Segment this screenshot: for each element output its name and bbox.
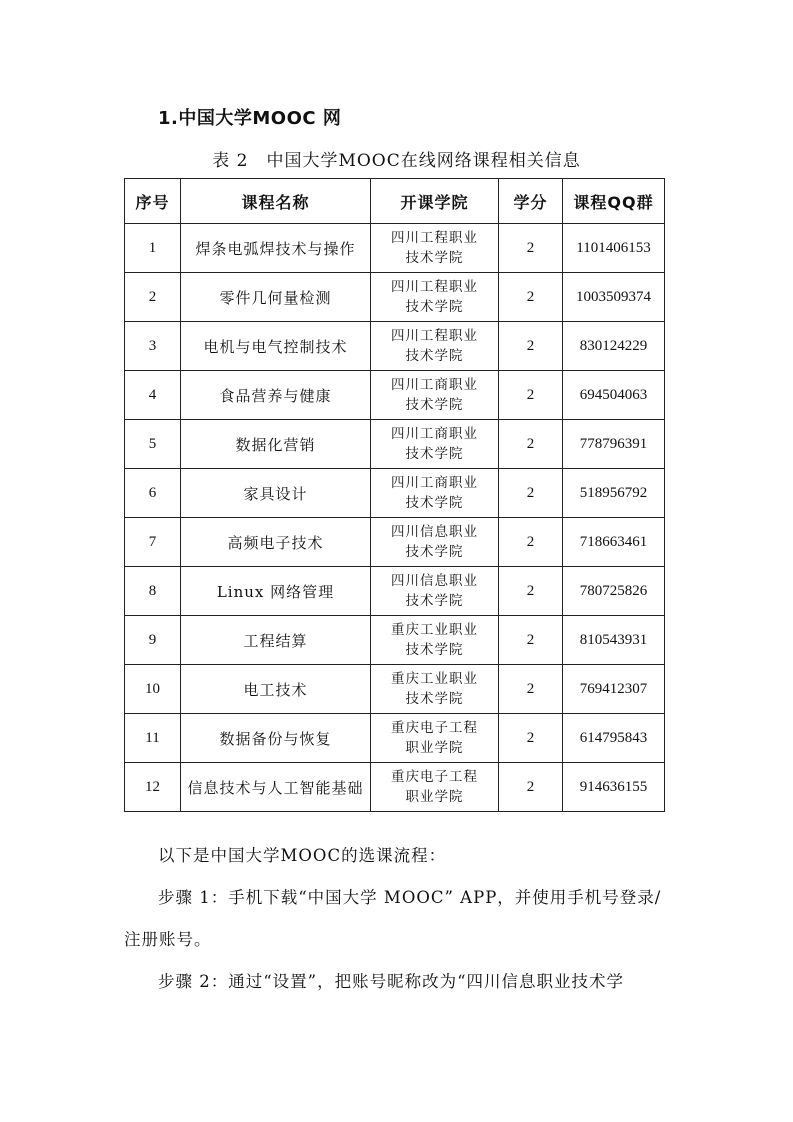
- table-row: [125, 616, 665, 665]
- cell-qq: 614795843: [563, 714, 665, 763]
- step2-line-1: 步骤 2：通过“设置”，把账号昵称改为“四川信息职业技术学: [158, 972, 625, 991]
- cell-credit: 2: [499, 273, 563, 322]
- cell-credit: 2: [499, 714, 563, 763]
- header-college: 开课学院: [371, 179, 499, 224]
- cell-no: 1: [125, 224, 181, 273]
- cell-qq: 769412307: [563, 665, 665, 714]
- college-line-2: 技术学院: [405, 397, 464, 413]
- cell-no: 3: [125, 322, 181, 371]
- college-line-1: 四川工程职业: [391, 230, 478, 246]
- college-line-2: 技术学院: [405, 446, 464, 462]
- college-line-1: 四川工商职业: [391, 426, 478, 442]
- college-line-1: 四川信息职业: [391, 524, 478, 540]
- cell-credit: 2: [499, 616, 563, 665]
- college-line-2: 技术学院: [405, 299, 464, 315]
- cell-qq: 914636155: [563, 763, 665, 812]
- college-line-2: 职业学院: [405, 789, 464, 805]
- cell-course: 电工技术: [181, 665, 371, 714]
- header-qq: 课程QQ群: [563, 179, 665, 224]
- header-credit: 学分: [499, 179, 563, 224]
- cell-credit: 2: [499, 469, 563, 518]
- cell-college: [371, 371, 499, 420]
- cell-no: 11: [125, 714, 181, 763]
- cell-qq: 1101406153: [563, 224, 665, 273]
- cell-no: 8: [125, 567, 181, 616]
- college-line-2: 技术学院: [405, 593, 464, 609]
- college-line-1: 四川信息职业: [391, 573, 478, 589]
- cell-no: 7: [125, 518, 181, 567]
- cell-course: 高频电子技术: [181, 518, 371, 567]
- cell-qq: 518956792: [563, 469, 665, 518]
- table-header-row: [125, 179, 665, 224]
- cell-college: [371, 567, 499, 616]
- cell-credit: 2: [499, 567, 563, 616]
- college-line-1: 四川工程职业: [391, 328, 478, 344]
- college-line-1: 四川工商职业: [391, 377, 478, 393]
- table-row: [125, 322, 665, 371]
- college-line-1: 四川工程职业: [391, 279, 478, 295]
- college-line-1: 重庆电子工程: [391, 720, 478, 736]
- college-line-2: 技术学院: [405, 544, 464, 560]
- table-row: [125, 224, 665, 273]
- cell-qq: 1003509374: [563, 273, 665, 322]
- header-no: 序号: [125, 179, 181, 224]
- cell-course: 数据化营销: [181, 420, 371, 469]
- cell-course: 信息技术与人工智能基础: [181, 763, 371, 812]
- cell-course: 食品营养与健康: [181, 371, 371, 420]
- cell-credit: 2: [499, 371, 563, 420]
- cell-no: 9: [125, 616, 181, 665]
- cell-qq: 718663461: [563, 518, 665, 567]
- college-line-2: 技术学院: [405, 495, 464, 511]
- cell-qq: 694504063: [563, 371, 665, 420]
- cell-qq: 778796391: [563, 420, 665, 469]
- cell-credit: 2: [499, 420, 563, 469]
- table-caption: 表 2 中国大学MOOC在线网络课程相关信息: [212, 151, 581, 171]
- table-row: [125, 763, 665, 812]
- college-line-1: 重庆工业职业: [391, 671, 478, 687]
- cell-no: 10: [125, 665, 181, 714]
- cell-no: 4: [125, 371, 181, 420]
- cell-qq: 830124229: [563, 322, 665, 371]
- cell-college: [371, 469, 499, 518]
- college-line-2: 职业学院: [405, 740, 464, 756]
- cell-credit: 2: [499, 665, 563, 714]
- cell-qq: 810543931: [563, 616, 665, 665]
- table-row: [125, 371, 665, 420]
- cell-course: 零件几何量检测: [181, 273, 371, 322]
- cell-college: [371, 273, 499, 322]
- cell-college: [371, 518, 499, 567]
- cell-credit: 2: [499, 224, 563, 273]
- cell-credit: 2: [499, 763, 563, 812]
- cell-credit: 2: [499, 518, 563, 567]
- college-line-1: 重庆工业职业: [391, 622, 478, 638]
- cell-college: [371, 420, 499, 469]
- header-course: 课程名称: [181, 179, 371, 224]
- cell-course: 工程结算: [181, 616, 371, 665]
- cell-course: 家具设计: [181, 469, 371, 518]
- college-line-2: 技术学院: [405, 250, 464, 266]
- cell-credit: 2: [499, 322, 563, 371]
- cell-college: [371, 763, 499, 812]
- cell-course: Linux 网络管理: [181, 567, 371, 616]
- college-line-2: 技术学院: [405, 348, 464, 364]
- step1-line-2: 注册账号。: [124, 930, 212, 949]
- table-row: [125, 469, 665, 518]
- course-table: [124, 178, 665, 812]
- cell-no: 12: [125, 763, 181, 812]
- cell-no: 2: [125, 273, 181, 322]
- cell-no: 5: [125, 420, 181, 469]
- step1-line-1: 步骤 1：手机下载“中国大学 MOOC” APP，并使用手机号登录/: [158, 888, 662, 907]
- table-row: [125, 273, 665, 322]
- cell-qq: 780725826: [563, 567, 665, 616]
- college-line-1: 四川工商职业: [391, 475, 478, 491]
- cell-college: [371, 714, 499, 763]
- cell-no: 6: [125, 469, 181, 518]
- cell-course: 焊条电弧焊技术与操作: [181, 224, 371, 273]
- intro-paragraph: 以下是中国大学MOOC的选课流程：: [158, 846, 447, 865]
- cell-college: [371, 224, 499, 273]
- college-line-2: 技术学院: [405, 691, 464, 707]
- table-row: [125, 567, 665, 616]
- cell-college: [371, 616, 499, 665]
- cell-college: [371, 322, 499, 371]
- table-row: [125, 518, 665, 567]
- cell-college: [371, 665, 499, 714]
- section-heading: 1.中国大学MOOC 网: [158, 108, 342, 129]
- table-row: [125, 420, 665, 469]
- cell-course: 电机与电气控制技术: [181, 322, 371, 371]
- college-line-2: 技术学院: [405, 642, 464, 658]
- table-row: [125, 714, 665, 763]
- college-line-1: 重庆电子工程: [391, 769, 478, 785]
- table-row: [125, 665, 665, 714]
- cell-course: 数据备份与恢复: [181, 714, 371, 763]
